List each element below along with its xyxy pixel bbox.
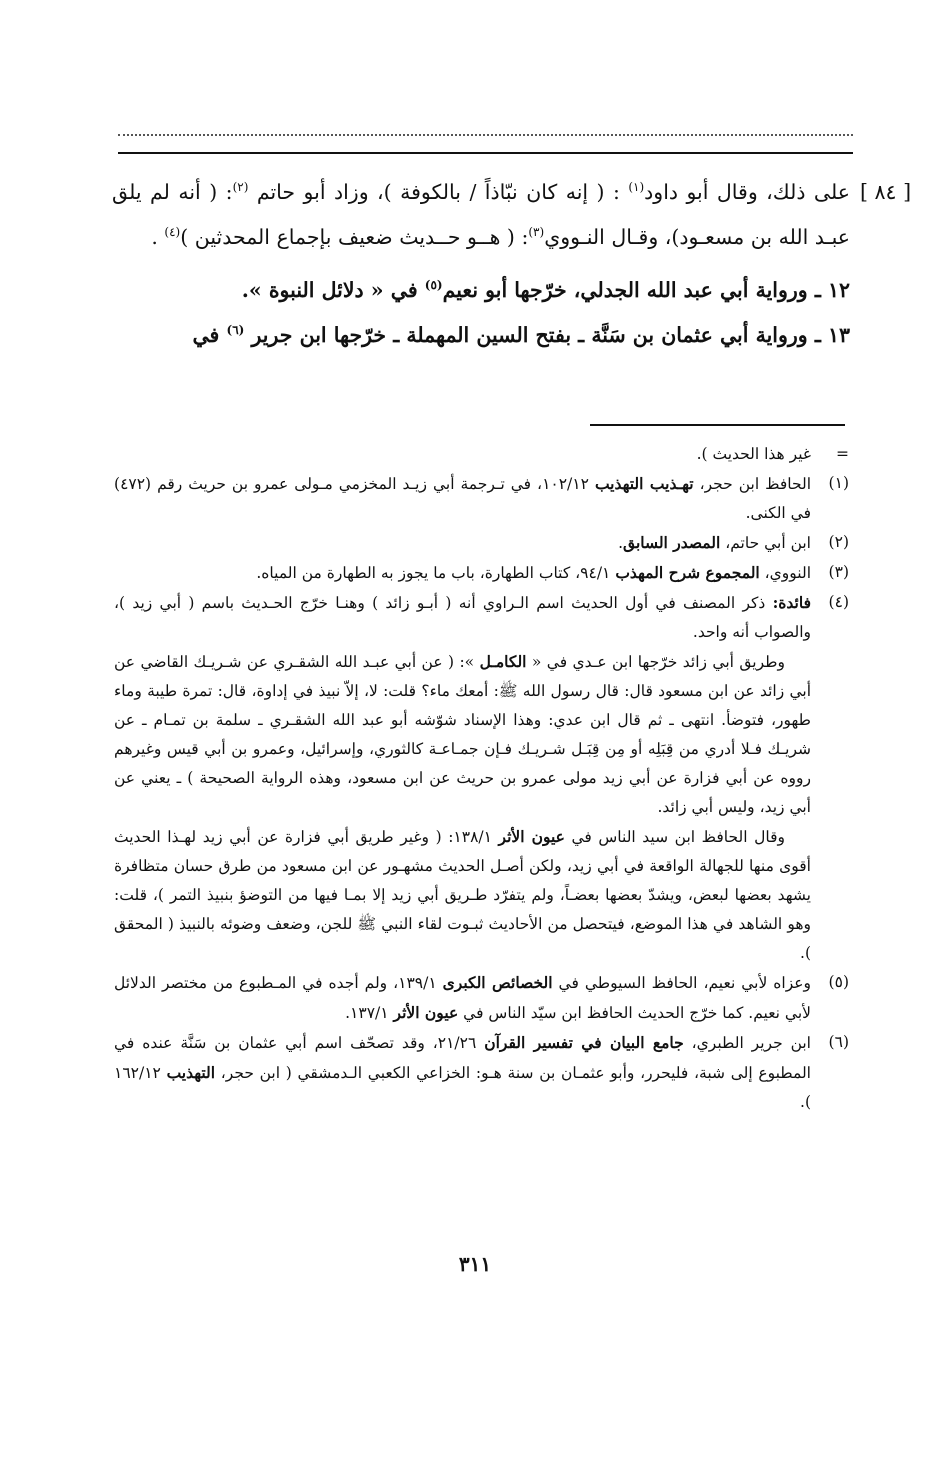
main-paragraph: على ذلك، وقال أبو داود$^{(١)}$ : ( إنه كان نبّاذاً / بالكوفة )، وزاد أبو حاتم $^{(٢)}$: ( أنه لم يلق عبـد الله بن مسعـود)، وقـال النـووي$^{(٣)}$: ( هــو حــديث ضعيف بإجماع المحدثين )$^{(٤)}$ . [112,180,851,249]
footnote-ref: (١) [628,180,645,195]
footnote-6: (٦) ابن جرير الطبري، جامع البيان في تفسير القرآن ٢١/٢٦، وقد تصحّف اسم أبي عثمان بن سَنَّة عنده في المطبوع إلى شبة، فليحرر، وأبو عثمـان بن سنة هـو: الخزاعي الكعبي الـدمشقي ( ابن حجر، التهذيب ١٦٢/١٢ ). [114,1033,849,1111]
footnote-continuation: = غير هذا الحديث ). [696,445,849,463]
header-rule [118,152,853,154]
footnote-2: (٢) ابن أبي حاتم، المصدر السابق. [618,533,849,552]
footnote-ref: (٢) [232,180,249,195]
footnote-ref: (٣) [528,225,545,240]
footnote-3: (٣) النووي، المجموع شرح المهذب ٩٤/١، كتاب الطهارة، باب ما يجوز به الطهارة من المياه. [256,563,849,582]
page-marker: [ ٨٤ ] [860,180,912,204]
page-number: ٣١١ [458,1252,492,1276]
footnote-separator [590,424,845,426]
footnote-5: (٥) وعزاه لأبي نعيم، الحافظ السيوطي في الخصائص الكبرى ١٣٩/١، ولم أجده في المـطبوع من مختصر الدلائل لأبي نعيم. كما خرّج الحديث الحافظ ابن سيّد الناس في عيون الأثر ١٣٧/١. [114,973,849,1022]
footnote-ref: (٤) [164,225,181,240]
footnote-1: (١) الحافظ ابن حجر، تهـذيب التهذيب ١٠٢/١٢، في تـرجمة أبي زيـد المخزمي مـولى عمرو بن حريث رقم (٤٧٢) في الكنى. [114,474,849,522]
item-12: ١٢ ـ ورواية أبي عبد الله الجدلي، خرّجها أبو نعيم$^{(٥)}$ في « دلائل النبوة ». [241,278,850,302]
item-13: ١٣ ـ ورواية أبي عثمان بن سَنَّة ـ بفتح السين المهملة ـ خرّجها ابن جرير $^{(٦)}$ في [192,323,850,347]
footnote-4-paragraph-b: وقال الحافظ ابن سيد الناس في عيون الأثر ١٣٨/١: ( وغير طريق أبي فزارة عن أبي زيد لهـذا الحديث أقوى منها للجهالة الواقعة في أبي زيد، ولكن أصـل الحديث مشهـور عن ابن مسعود من طرق حسان متظافرة يشهد بعضها لبعض، ويشدّ بعضها بعضـاً، ولم يتفرّد طـريق أبي زيد إلا بمـا فيها من التوضؤ بنبيذ التمر )، قلت: وهو الشاهد في هذا الموضع، فيتحصل من الأحاديث ثبـوت لقاء النبي ﷺ للجن، وضعف وضوئه بالنبيذ ( المحقق ). [114,827,811,962]
footnote-4-paragraph-a: وطريق أبي زائد خرّجها ابن عـدي في « الكامـل »: ( عن أبي عبـد الله الشقـري عن شـريـك القاضي عن أبي زائد عن ابن مسعود قال: قال رسول الله ﷺ: أمعك ماء؟ قلت: لا، إلاّ نبيذ في إداوة، قال: تمرة طيبة وماء طهور، فتوضأ. انتهى ـ ثم قال ابن عدي: وهذا الإسناد شوّشه أبو عبد الله الشقـري ـ سلمة بن تمـام ـ عن شريـك فـلا أدري من قِبَلِه أو مِن قِبَـل شـريـك فـإن جمـاعـة كالثوري، وإسرائيل، وعمرو بن أبي قيس وغيرهم رووه عن أبي فزارة عن أبي زيد مولى عمرو بن حريث عن ابن مسعود، وهذه الرواية الصحيحة ) ـ يعني عن أبي زيد، وليس أبي زائد. [114,652,811,816]
footnote-ref: (٥) [424,278,443,293]
main-text [112,170,850,358]
header-dotted-line [118,134,853,136]
footnote-4: (٤) فائدة: ذكر المصنف في أول الحديث اسم الـراوي أنه ( أبـو زائد ) وهنـا خرّج الحـديث باسم ( أبي زيد )، والصواب أنه واحد. [114,593,849,641]
footnote-ref: (٦) [226,323,245,338]
footnotes [114,440,849,1117]
